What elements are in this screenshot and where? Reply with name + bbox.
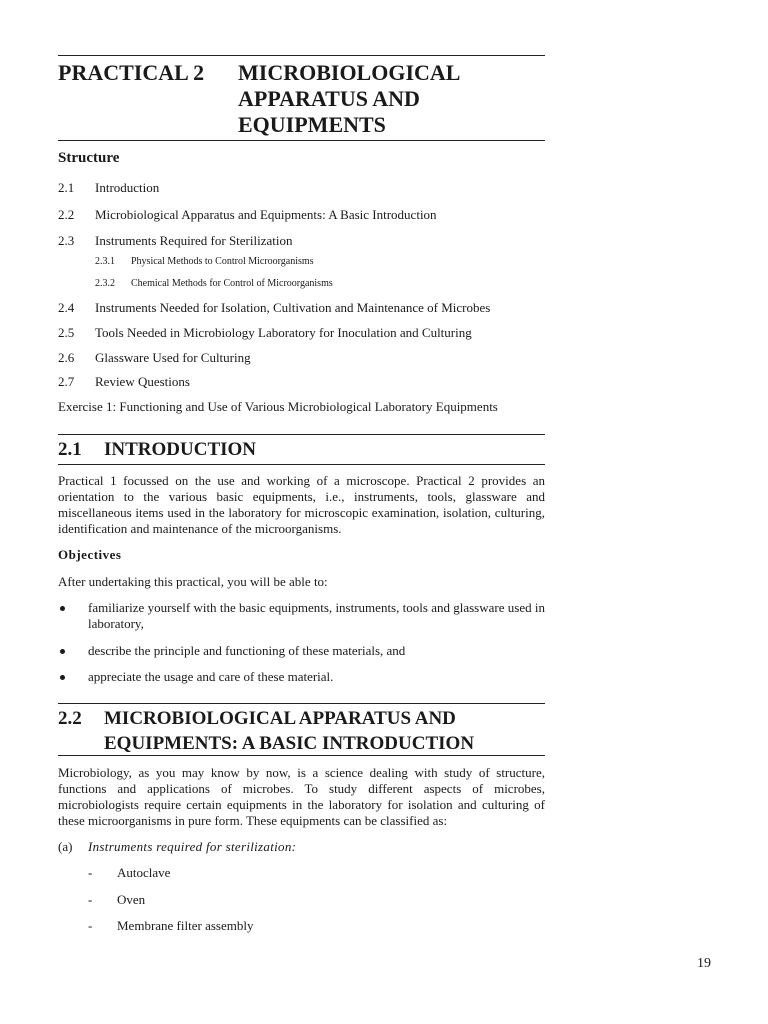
objective-bullet	[58, 600, 545, 634]
structure-heading: Structure	[58, 150, 120, 166]
toc-number: 2.3	[58, 233, 75, 248]
apparatus-paragraph: Microbiology, as you may know by now, is a science dealing with study of structure, functions and applications of microbes. To study different aspects of microbes, microbiologists require certain equipments in the laboratory for isolation and culturing of these microorganisms in pure form. These equipments can be classified as:	[58, 765, 545, 828]
section-title-line2: EQUIPMENTS: A BASIC INTRODUCTION	[104, 733, 475, 754]
practical-number: PRACTICAL 2	[58, 60, 205, 85]
objective-bullet	[58, 669, 545, 687]
instrument-name: Membrane filter assembly	[117, 918, 254, 933]
bullet-dot-icon	[60, 675, 65, 680]
toc-text: Review Questions	[95, 374, 190, 389]
toc-number: 2.2	[58, 207, 75, 222]
instrument-name: Oven	[117, 892, 146, 907]
practical-title	[58, 60, 545, 140]
section-intro-bottom-rule	[58, 464, 545, 465]
practical-name: MICROBIOLOGICAL APPARATUS AND EQUIPMENTS	[238, 60, 460, 137]
bullet-text: describe the principle and functioning of these materials, and	[88, 643, 406, 658]
bullet-dot-icon	[60, 606, 65, 611]
toc-number: 2.3.2	[95, 278, 115, 289]
item-label: (a)	[58, 839, 73, 854]
bullet-text: appreciate the usage and care of these material.	[88, 669, 334, 684]
toc-text: Tools Needed in Microbiology Laboratory for Inoculation and Culturing	[95, 325, 472, 340]
section-apparatus-rule	[58, 703, 545, 704]
section-intro-heading	[58, 437, 545, 462]
toc-text: Physical Methods to Control Microorganisms	[131, 256, 314, 267]
toc-text: Instruments Needed for Isolation, Cultivation and Maintenance of Microbes	[95, 300, 491, 315]
instrument-name: Autoclave	[117, 865, 171, 880]
dash-marker: -	[88, 865, 93, 880]
bullet-text: familiarize yourself with the basic equipments, instruments, tools and glassware used in laboratory,	[88, 600, 545, 631]
objective-bullet	[58, 643, 545, 661]
dash-marker: -	[88, 918, 93, 933]
title-top-rule	[58, 55, 545, 56]
toc-number: 2.1	[58, 180, 75, 195]
toc-text: Instruments Required for Sterilization	[95, 233, 293, 248]
toc-number: 2.3.1	[95, 256, 115, 267]
intro-paragraph: Practical 1 focussed on the use and working of a microscope. Practical 2 provides an orientation to the various basic equipments, i.e., instruments, tools, glassware and miscellaneous items used in the laboratory for microscopic examination, isolation, culturing, identification and maintenance of the microorganisms.	[58, 473, 545, 536]
toc-exercise: Exercise 1: Functioning and Use of Various Microbiological Laboratory Equipments	[58, 399, 498, 414]
objectives-heading: Objectives	[58, 547, 122, 562]
page-number: 19	[697, 956, 711, 971]
toc-text: Glassware Used for Culturing	[95, 350, 251, 365]
toc-number: 2.5	[58, 325, 75, 340]
objectives-lead: After undertaking this practical, you will be able to:	[58, 574, 328, 589]
dash-marker: -	[88, 892, 93, 907]
toc-text: Microbiological Apparatus and Equipments: A Basic Introduction	[95, 207, 437, 222]
title-bottom-rule	[58, 140, 545, 141]
section-apparatus-heading	[58, 706, 545, 756]
bullet-dot-icon	[60, 649, 65, 654]
section-number: 2.1	[58, 439, 82, 460]
toc-text: Introduction	[95, 180, 160, 195]
toc-number: 2.7	[58, 374, 75, 389]
toc-number: 2.4	[58, 300, 75, 315]
section-apparatus-bottom-rule	[58, 755, 545, 756]
section-number: 2.2	[58, 708, 82, 729]
toc-number: 2.6	[58, 350, 75, 365]
section-title: INTRODUCTION	[104, 439, 257, 460]
toc-text: Chemical Methods for Control of Microorganisms	[131, 278, 333, 289]
item-text: Instruments required for sterilization:	[88, 839, 297, 854]
section-title-line1: MICROBIOLOGICAL APPARATUS AND	[104, 708, 456, 729]
section-intro-rule	[58, 434, 545, 435]
